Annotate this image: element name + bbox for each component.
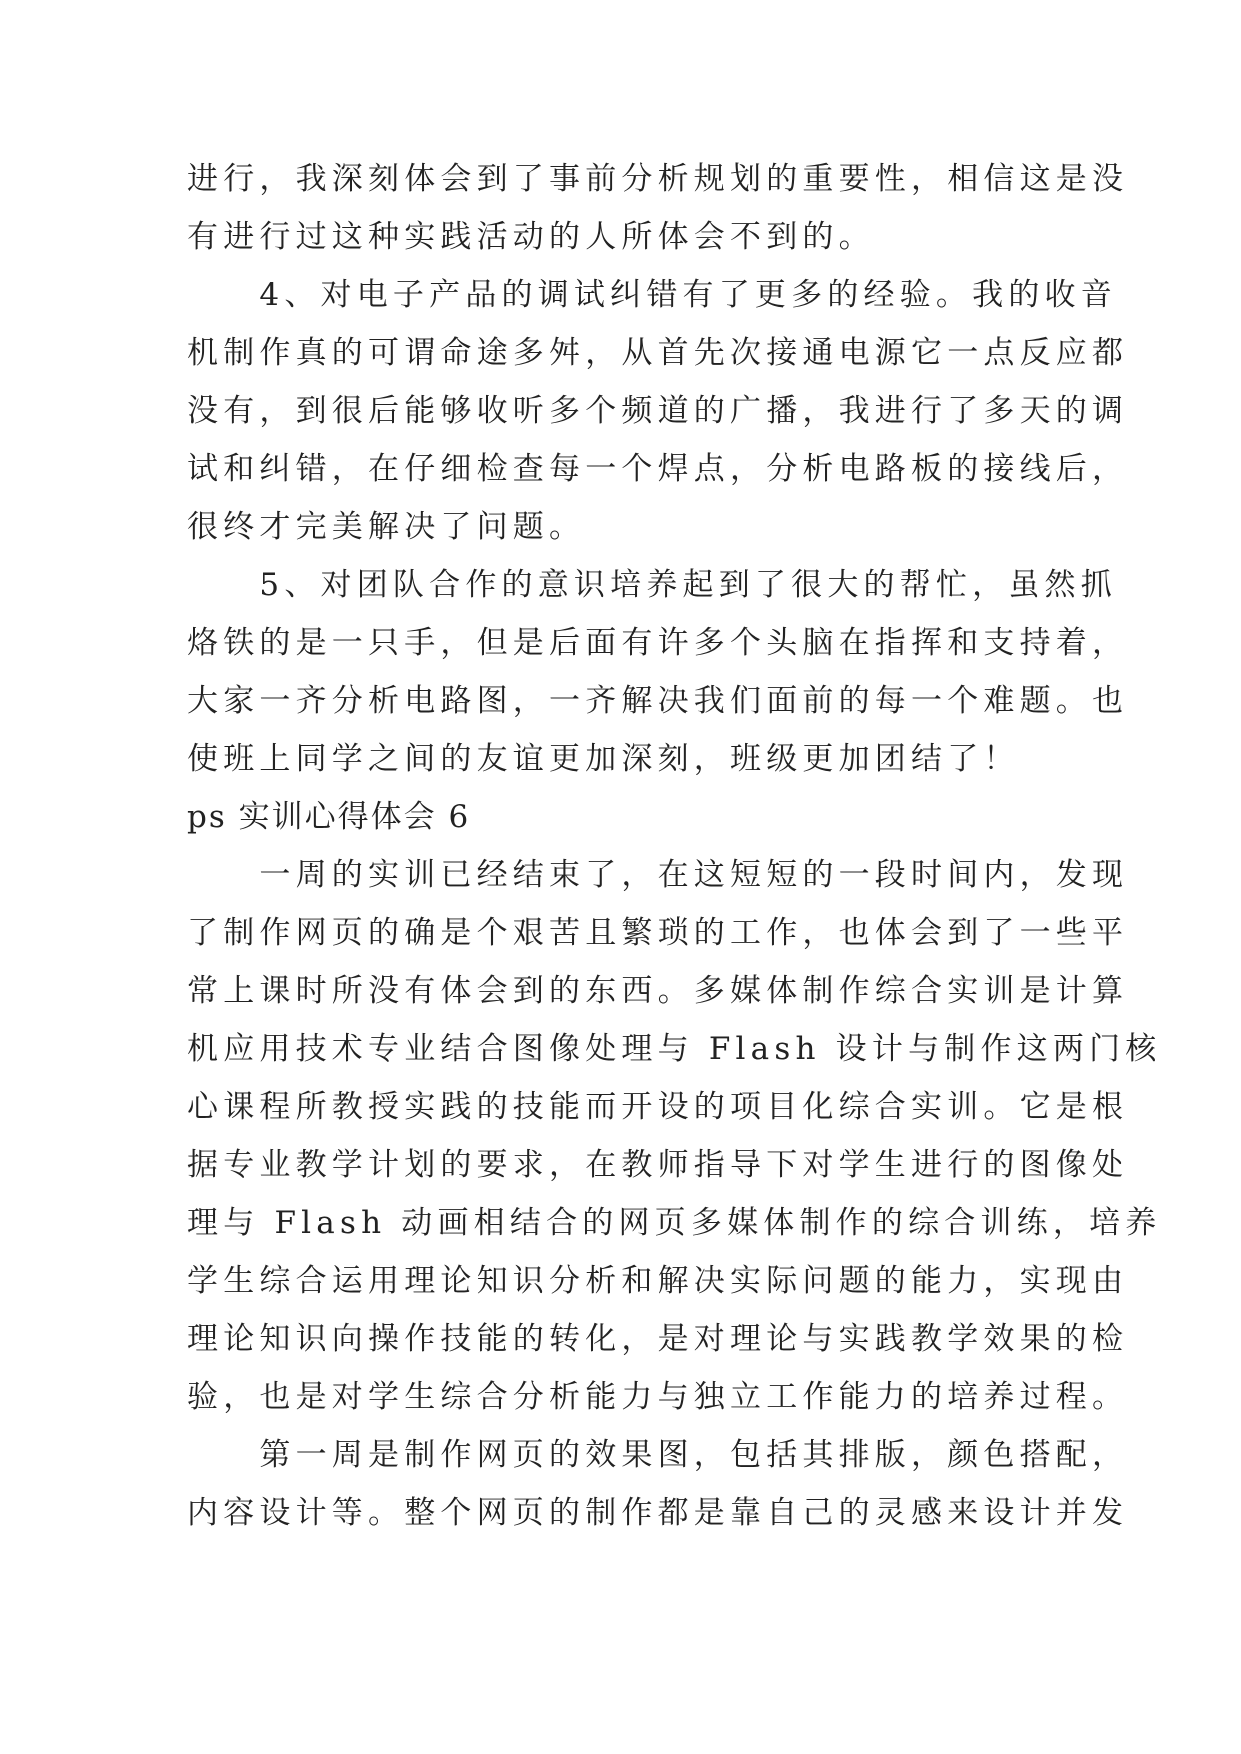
text-line: 5、对团队合作的意识培养起到了很大的帮忙，虽然抓 (187, 567, 1117, 603)
section-heading: ps 实训心得体会 6 (187, 799, 471, 835)
text-line: 第一周是制作网页的效果图，包括其排版，颜色搭配， (187, 1437, 1129, 1473)
text-line: 大家一齐分析电路图，一齐解决我们面前的每一个难题。也 (187, 683, 1129, 719)
text-line: 没有，到很后能够收听多个频道的广播，我进行了多天的调 (187, 393, 1129, 429)
text-line: 4、对电子产品的调试纠错有了更多的经验。我的收音 (187, 277, 1117, 313)
text-line: 学生综合运用理论知识分析和解决实际问题的能力，实现由 (187, 1263, 1129, 1299)
text-line: 烙铁的是一只手，但是后面有许多个头脑在指挥和支持着， (187, 625, 1129, 661)
document-body (187, 150, 1162, 1542)
text-line: 常上课时所没有体会到的东西。多媒体制作综合实训是计算 (187, 973, 1129, 1009)
text-line: 了制作网页的确是个艰苦且繁琐的工作，也体会到了一些平 (187, 915, 1129, 951)
text-line: 验，也是对学生综合分析能力与独立工作能力的培养过程。 (187, 1379, 1129, 1415)
text-line: 使班上同学之间的友谊更加深刻，班级更加团结了！ (187, 741, 1020, 777)
text-line: 据专业教学计划的要求，在教师指导下对学生进行的图像处 (187, 1147, 1129, 1183)
text-line: 有进行过这种实践活动的人所体会不到的。 (187, 219, 875, 255)
text-line: 理论知识向操作技能的转化，是对理论与实践教学效果的检 (187, 1321, 1129, 1357)
text-line: 试和纠错，在仔细检查每一个焊点，分析电路板的接线后， (187, 451, 1129, 487)
text-line: 内容设计等。整个网页的制作都是靠自己的灵感来设计并发 (187, 1495, 1129, 1531)
text-line: 进行，我深刻体会到了事前分析规划的重要性，相信这是没 (187, 161, 1129, 197)
text-line: 很终才完美解决了问题。 (187, 509, 586, 545)
text-line: 机制作真的可谓命途多舛，从首先次接通电源它一点反应都 (187, 335, 1129, 371)
text-line: 理与 Flash 动画相结合的网页多媒体制作的综合训练，培养 (187, 1205, 1162, 1241)
text-line: 机应用技术专业结合图像处理与 Flash 设计与制作这两门核 (187, 1031, 1162, 1067)
text-line: 一周的实训已经结束了，在这短短的一段时间内，发现 (187, 857, 1129, 893)
text-line: 心课程所教授实践的技能而开设的项目化综合实训。它是根 (187, 1089, 1129, 1125)
